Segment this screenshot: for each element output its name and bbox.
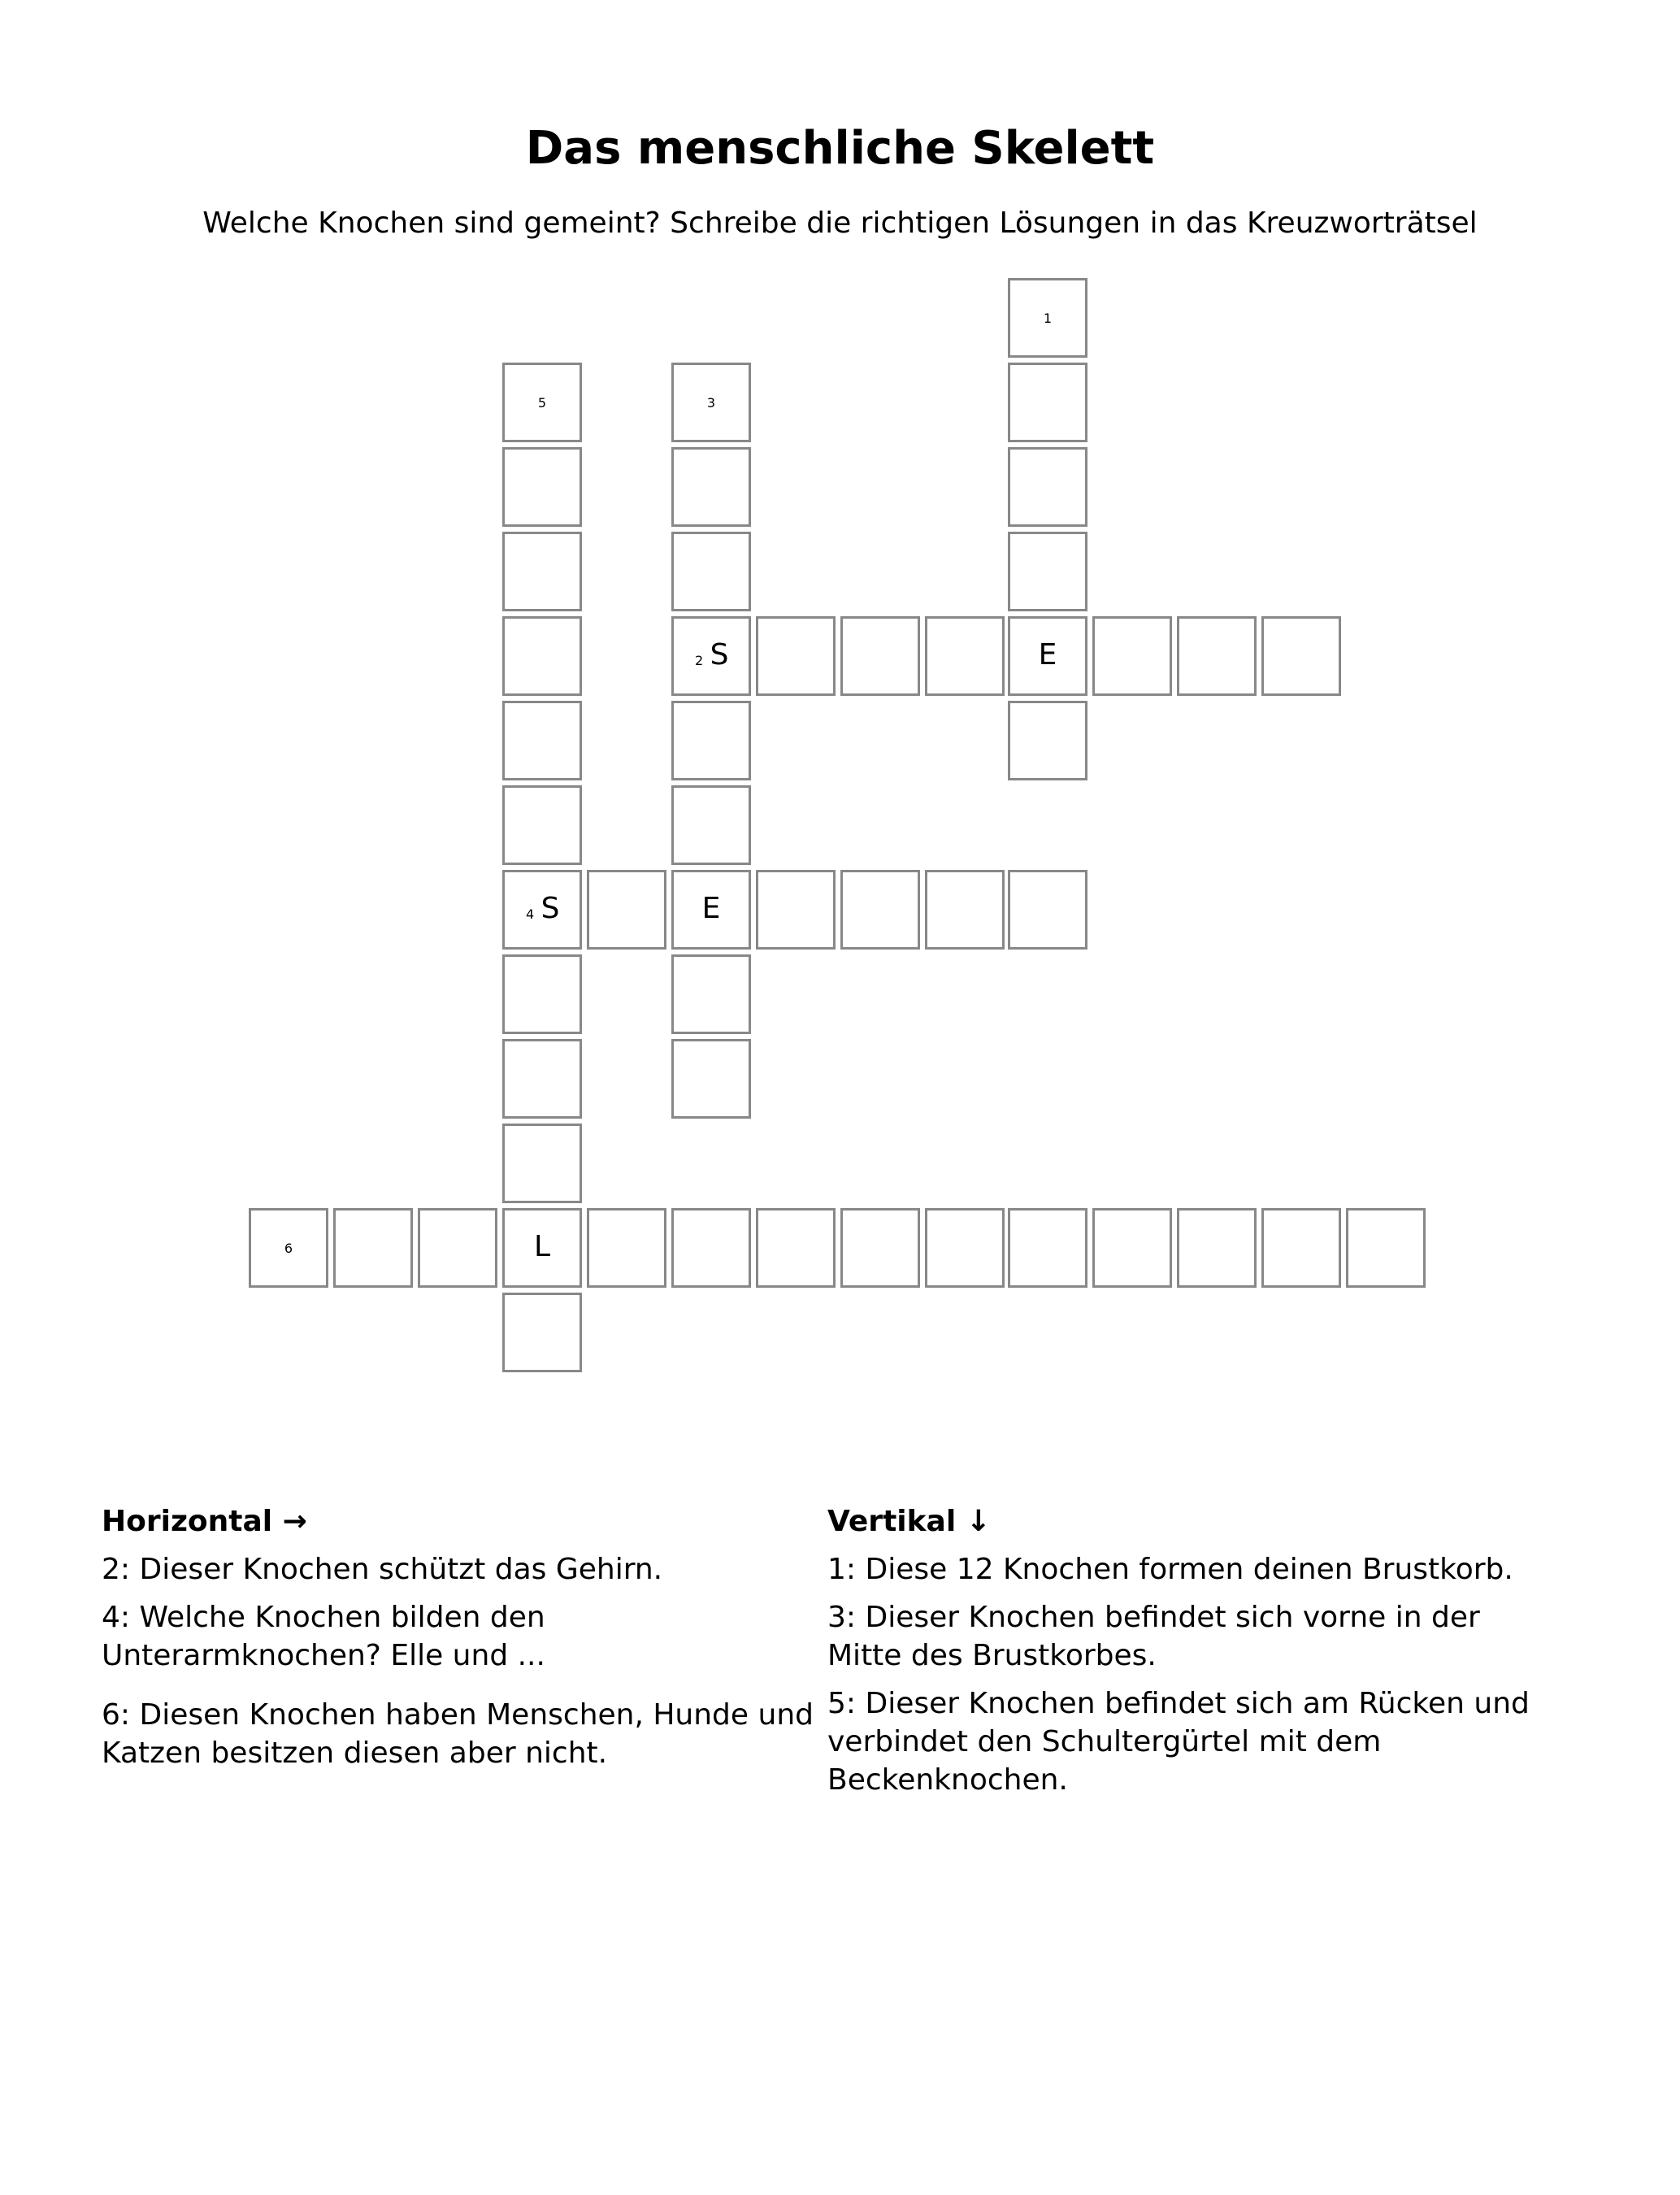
clue-item: 2: Dieser Knochen schützt das Gehirn.	[102, 1553, 663, 1586]
crossword-cell[interactable]	[671, 363, 751, 442]
crossword-cell[interactable]	[502, 701, 582, 780]
crossword-cell[interactable]	[502, 1124, 582, 1203]
crossword-cell[interactable]	[502, 870, 582, 950]
clue-number: 2	[695, 653, 704, 668]
crossword-cell[interactable]	[671, 1039, 751, 1119]
clue-item: 6: Diesen Knochen haben Menschen, Hunde und Katzen besitzen diesen aber nicht.	[102, 1698, 814, 1770]
clue-item: 4: Welche Knochen bilden den Unterarmknochen? Elle und ...	[102, 1601, 545, 1672]
crossword-cell[interactable]	[840, 1208, 920, 1288]
crossword-cell[interactable]	[502, 785, 582, 865]
crossword-cell[interactable]	[502, 954, 582, 1034]
clue-item: 3: Dieser Knochen befindet sich vorne in der Mitte des Brustkorbes.	[827, 1601, 1480, 1672]
crossword-cell[interactable]	[502, 447, 582, 527]
crossword-cell[interactable]	[1008, 532, 1087, 611]
crossword-cell[interactable]	[756, 616, 836, 696]
horizontal-heading: Horizontal →	[102, 1505, 307, 1538]
crossword-cell[interactable]	[671, 447, 751, 527]
crossword-cell[interactable]	[925, 870, 1005, 950]
crossword-cell[interactable]	[1092, 1208, 1172, 1288]
given-letter: E	[1038, 638, 1057, 672]
clue-number: 5	[537, 395, 547, 411]
clue-number: 1	[1043, 311, 1053, 326]
crossword-cell[interactable]	[1177, 1208, 1257, 1288]
crossword-cell[interactable]	[1008, 870, 1087, 950]
vertical-clues	[827, 1502, 1559, 1809]
crossword-cell[interactable]	[840, 616, 920, 696]
crossword-cell[interactable]	[671, 532, 751, 611]
crossword-cell[interactable]	[587, 870, 666, 950]
clue-number: 4	[526, 906, 535, 922]
crossword-cell[interactable]	[671, 616, 751, 696]
crossword-cell[interactable]	[1346, 1208, 1426, 1288]
crossword-cell[interactable]	[671, 701, 751, 780]
given-letter: S	[540, 892, 560, 925]
crossword-cell[interactable]	[502, 616, 582, 696]
crossword-cell[interactable]	[587, 1208, 666, 1288]
crossword-cell[interactable]	[1092, 616, 1172, 696]
crossword-cell[interactable]	[1261, 1208, 1341, 1288]
crossword-cell[interactable]	[1008, 616, 1087, 696]
given-letter: E	[701, 892, 721, 925]
crossword-cell[interactable]	[840, 870, 920, 950]
page-title: Das menschliche Skelett	[525, 122, 1155, 175]
crossword-cell[interactable]	[502, 532, 582, 611]
crossword-cell[interactable]	[756, 870, 836, 950]
horizontal-clues	[102, 1502, 817, 1782]
crossword-cell[interactable]	[502, 363, 582, 442]
crossword-cell[interactable]	[502, 1293, 582, 1372]
clue-number: 6	[284, 1241, 293, 1256]
crossword-cell[interactable]	[1008, 701, 1087, 780]
crossword-cell[interactable]	[418, 1208, 497, 1288]
crossword-cell[interactable]	[671, 785, 751, 865]
vertical-heading: Vertikal ↓	[827, 1505, 991, 1538]
crossword-cell[interactable]	[1177, 616, 1257, 696]
crossword-cell[interactable]	[502, 1039, 582, 1119]
crossword-cell[interactable]	[1008, 363, 1087, 442]
crossword-cell[interactable]	[333, 1208, 413, 1288]
clue-item: 5: Dieser Knochen befindet sich am Rücken und verbindet den Schultergürtel mit dem Beckenknochen.	[827, 1687, 1530, 1797]
crossword-cell[interactable]	[671, 1208, 751, 1288]
instructions: Welche Knochen sind gemeint? Schreibe die richtigen Lösungen in das Kreuzworträtsel	[202, 206, 1478, 240]
crossword-cell[interactable]	[1008, 1208, 1087, 1288]
crossword-cell[interactable]	[1261, 616, 1341, 696]
crossword-cell[interactable]	[249, 1208, 328, 1288]
crossword-cell[interactable]	[756, 1208, 836, 1288]
crossword-cell[interactable]	[1008, 447, 1087, 527]
crossword-cell[interactable]	[1008, 278, 1087, 358]
crossword-cell[interactable]	[671, 954, 751, 1034]
given-letter: L	[533, 1230, 551, 1263]
clue-item: 1: Diese 12 Knochen formen deinen Brustkorb.	[827, 1553, 1513, 1586]
crossword-cell[interactable]	[502, 1208, 582, 1288]
crossword-cell[interactable]	[925, 616, 1005, 696]
crossword-cell[interactable]	[671, 870, 751, 950]
crossword-cell[interactable]	[925, 1208, 1005, 1288]
clue-number: 3	[706, 395, 716, 411]
given-letter: S	[710, 638, 729, 672]
